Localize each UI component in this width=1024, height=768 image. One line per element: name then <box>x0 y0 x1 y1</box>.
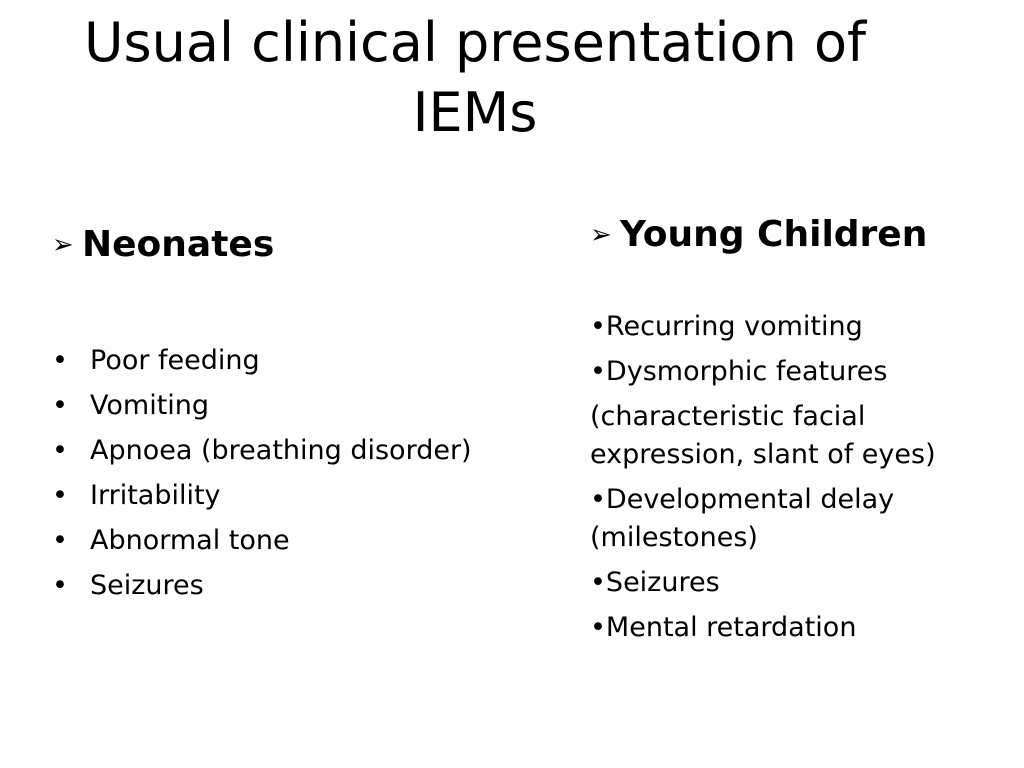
young-children-heading <box>590 212 1010 258</box>
neonates-heading <box>52 222 552 268</box>
list-item-text: Poor feeding <box>90 345 260 376</box>
young-children-heading-label: Young Children <box>620 214 928 255</box>
list-item-text: Irritability <box>90 480 221 511</box>
list-item: •Seizures <box>590 567 720 598</box>
list-item <box>52 563 552 608</box>
slide-title: Usual clinical presentation of IEMs <box>83 11 867 144</box>
bullet-dot-icon: • <box>52 390 68 421</box>
list-item <box>52 518 552 563</box>
bullet-dot-icon: • <box>52 435 68 466</box>
list-item-text: Abnormal tone <box>90 525 290 556</box>
list-item: •Dysmorphic features <box>590 356 888 387</box>
bullet-dot-icon: • <box>52 525 68 556</box>
list-item-text: Vomiting <box>90 390 210 421</box>
list-item: •Recurring vomiting <box>590 311 863 342</box>
list-item: •Developmental delay (milestones) <box>590 484 895 553</box>
list-item-text: Apnoea (breathing disorder) <box>90 435 472 466</box>
list-item <box>52 338 552 383</box>
bullet-dot-icon: • <box>52 570 68 601</box>
neonates-heading-label: Neonates <box>82 224 275 265</box>
list-item: •Mental retardation <box>590 612 857 643</box>
bullet-dot-icon: • <box>52 345 68 376</box>
young-children-list <box>590 308 1010 647</box>
list-item-text: Seizures <box>90 570 204 601</box>
arrow-bullet-icon: ➢ <box>52 230 74 260</box>
list-item: (characteristic facial expression, slant of eyes) <box>590 401 936 470</box>
young-children-column <box>590 212 1010 654</box>
list-item <box>52 383 552 428</box>
arrow-bullet-icon: ➢ <box>590 220 612 250</box>
neonates-column <box>52 222 552 608</box>
list-item <box>52 473 552 518</box>
list-item <box>52 428 552 473</box>
neonates-list <box>52 338 552 608</box>
bullet-dot-icon: • <box>52 480 68 511</box>
